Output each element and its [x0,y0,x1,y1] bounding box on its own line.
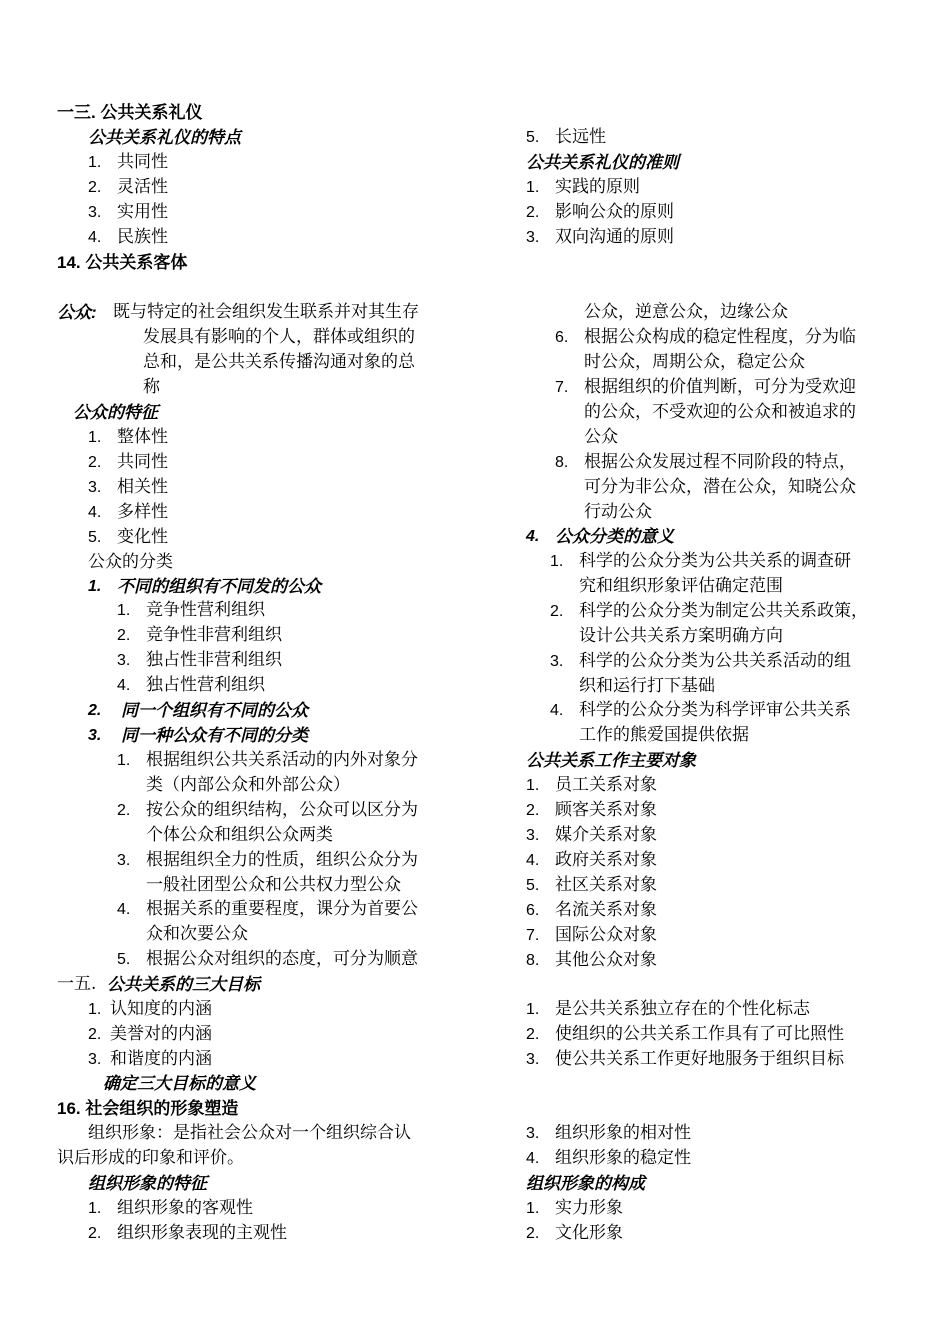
list-number: 3. [88,727,102,744]
list-item: 究和组织形象评估确定范围 [579,576,783,596]
list-number: 3. [526,1125,540,1142]
definition-text: 既与特定的社会组织发生联系并对其生存 [113,302,419,322]
list-number: 2. [88,1225,102,1242]
list-number: 1. [526,1001,540,1018]
list-item: 变化性 [117,527,168,547]
list-item: 独占性营利组织 [146,675,265,695]
list-item: 根据组织的价值判断，可分为受欢迎 [584,377,856,397]
list-number: 7. [526,927,540,944]
list-number: 4. [526,852,540,869]
list-item: 根据组织全力的性质，组织公众分为 [146,850,418,870]
section-title: 公共关系的三大目标 [107,975,260,994]
list-item: 个体公众和组织公众两类 [146,825,333,845]
list-number: 4. [550,702,564,719]
list-number: 1. [117,602,131,619]
list-item: 国际公众对象 [555,925,657,945]
list-item: 整体性 [117,427,168,447]
list-number: 5. [88,529,102,546]
list-item: 实用性 [117,202,168,222]
list-number: 3. [88,204,102,221]
list-item: 灵活性 [117,177,168,197]
list-item: 竞争性营利组织 [146,600,265,620]
list-item: 和谐度的内涵 [110,1049,212,1069]
list-item: 按公众的组织结构，公众可以区分为 [146,800,418,820]
list-number: 1. [88,154,102,171]
subheading: 确定三大目标的意义 [103,1074,256,1093]
subheading: 公共关系礼仪的特点 [88,128,241,147]
list-number: 2. [526,802,540,819]
list-item: 一般社团型公众和公共权力型公众 [146,875,401,895]
list-item: 公众 [584,427,618,447]
list-item: 实践的原则 [555,177,640,197]
list-number: 4. [117,677,131,694]
list-number: 8. [555,454,569,471]
list-item: 工作的熊爱国提供依据 [579,725,749,745]
list-item: 影响公众的原则 [555,202,674,222]
list-item: 名流关系对象 [555,900,657,920]
list-item: 根据公众构成的稳定性程度，分为临 [584,327,856,347]
subheading: 公众的分类 [88,552,173,572]
list-item: 顾客关系对象 [555,800,657,820]
list-item: 科学的公众分类为科学评审公共关系 [579,700,851,720]
list-number: 6. [555,329,569,346]
list-item: 实力形象 [555,1198,623,1218]
list-item: 认知度的内涵 [110,999,212,1019]
list-number: 7. [555,379,569,396]
list-item: 设计公共关系方案明确方向 [579,626,783,646]
list-number: 4. [88,504,102,521]
subheading: 公众分类的意义 [555,527,674,546]
list-item: 多样性 [117,502,168,522]
list-item: 公众，逆意公众，边缘公众 [584,302,788,322]
list-number: 6. [526,902,540,919]
list-item: 组织形象的客观性 [117,1198,253,1218]
list-item: 组织形象的相对性 [555,1123,691,1143]
subheading: 同一种公众有不同的分类 [121,726,308,745]
list-number: 3. [117,652,131,669]
list-item: 根据公众发展过程不同阶段的特点， [584,452,856,472]
list-number: 1. [88,1200,102,1217]
list-item: 根据公众对组织的态度，可分为顺意 [146,949,418,969]
list-number: 1. [88,578,102,595]
list-item: 的公众，不受欢迎的公众和被追求的 [584,402,856,422]
list-number: 5. [526,129,540,146]
list-item: 民族性 [117,227,168,247]
list-number: 3. [526,229,540,246]
list-number: 3. [550,653,564,670]
list-number: 3. [526,1051,540,1068]
section-title: 14. 公共关系客体 [57,253,188,272]
list-number: 1. [88,429,102,446]
list-number: 2. [526,1026,540,1043]
list-number: 2. [117,627,131,644]
list-item: 独占性非营利组织 [146,650,282,670]
list-number: 4. [526,528,540,545]
list-item: 媒介关系对象 [555,825,657,845]
list-number: 1. [550,553,564,570]
list-item: 政府关系对象 [555,850,657,870]
subheading: 公共关系礼仪的准则 [526,153,679,172]
subheading: 公众的特征 [73,403,158,422]
list-item: 众和次要公众 [146,924,248,944]
subheading: 公共关系工作主要对象 [526,751,696,770]
definition-text: 组织形象：是指社会公众对一个组织综合认 [88,1123,411,1143]
list-number: 5. [117,951,131,968]
list-item: 织和运行打下基础 [579,676,715,696]
list-item: 使公共关系工作更好地服务于组织目标 [555,1049,844,1069]
list-number: 4. [88,229,102,246]
list-item: 时公众，周期公众，稳定公众 [584,352,805,372]
list-number: 3. [88,479,102,496]
list-item: 根据关系的重要程度，课分为首要公 [146,899,418,919]
list-number: 2. [117,802,131,819]
definition-term: 公众: [57,303,97,322]
list-item: 美誉对的内涵 [110,1024,212,1044]
list-item: 使组织的公共关系工作具有了可比照性 [555,1024,844,1044]
list-number: 2. [88,1026,102,1043]
list-item: 科学的公众分类为公共关系活动的组 [579,651,851,671]
list-number: 3. [88,1051,102,1068]
list-number: 2. [88,454,102,471]
list-item: 共同性 [117,152,168,172]
list-item: 社区关系对象 [555,875,657,895]
definition-text: 识后形成的印象和评价。 [57,1148,244,1168]
subheading: 同一个组织有不同的公众 [121,701,308,720]
list-item: 行动公众 [584,502,652,522]
list-item: 共同性 [117,452,168,472]
definition-text: 称 [143,377,160,397]
list-number: 1. [88,1001,102,1018]
list-number: 1. [526,1200,540,1217]
list-item: 是公共关系独立存在的个性化标志 [555,999,810,1019]
list-number: 2. [88,179,102,196]
list-item: 员工关系对象 [555,775,657,795]
subheading: 组织形象的特征 [88,1174,207,1193]
list-number: 5. [526,877,540,894]
list-item: 文化形象 [555,1223,623,1243]
definition-text: 发展具有影响的个人，群体或组织的 [143,327,415,347]
list-item: 类（内部公众和外部公众） [146,775,350,795]
list-item: 其他公众对象 [555,950,657,970]
list-number: 3. [526,827,540,844]
subheading: 组织形象的构成 [526,1174,645,1193]
list-item: 双向沟通的原则 [555,227,674,247]
section-number: 一五. [57,974,97,994]
list-item: 科学的公众分类为公共关系的调查研 [579,551,851,571]
list-item: 相关性 [117,477,168,497]
list-item: 长远性 [555,127,606,147]
list-number: 4. [526,1150,540,1167]
section-title: 一三. 公共关系礼仪 [57,103,203,122]
list-number: 2. [526,1225,540,1242]
list-number: 8. [526,952,540,969]
list-item: 组织形象表现的主观性 [117,1223,287,1243]
list-item: 竞争性非营利组织 [146,625,282,645]
subheading: 不同的组织有不同发的公众 [117,577,321,596]
list-number: 1. [526,777,540,794]
list-number: 1. [526,179,540,196]
list-item: 可分为非公众，潜在公众，知晓公众 [584,477,856,497]
list-item: 组织形象的稳定性 [555,1148,691,1168]
list-number: 4. [117,901,131,918]
list-number: 1. [117,752,131,769]
list-item: 科学的公众分类为制定公共关系政策， [579,601,868,621]
list-number: 2. [88,702,102,719]
definition-text: 总和，是公共关系传播沟通对象的总 [143,352,415,372]
list-number: 3. [117,852,131,869]
list-number: 2. [550,603,564,620]
section-title: 16. 社会组织的形象塑造 [57,1099,239,1118]
list-number: 2. [526,204,540,221]
list-item: 根据组织公共关系活动的内外对象分 [146,750,418,770]
